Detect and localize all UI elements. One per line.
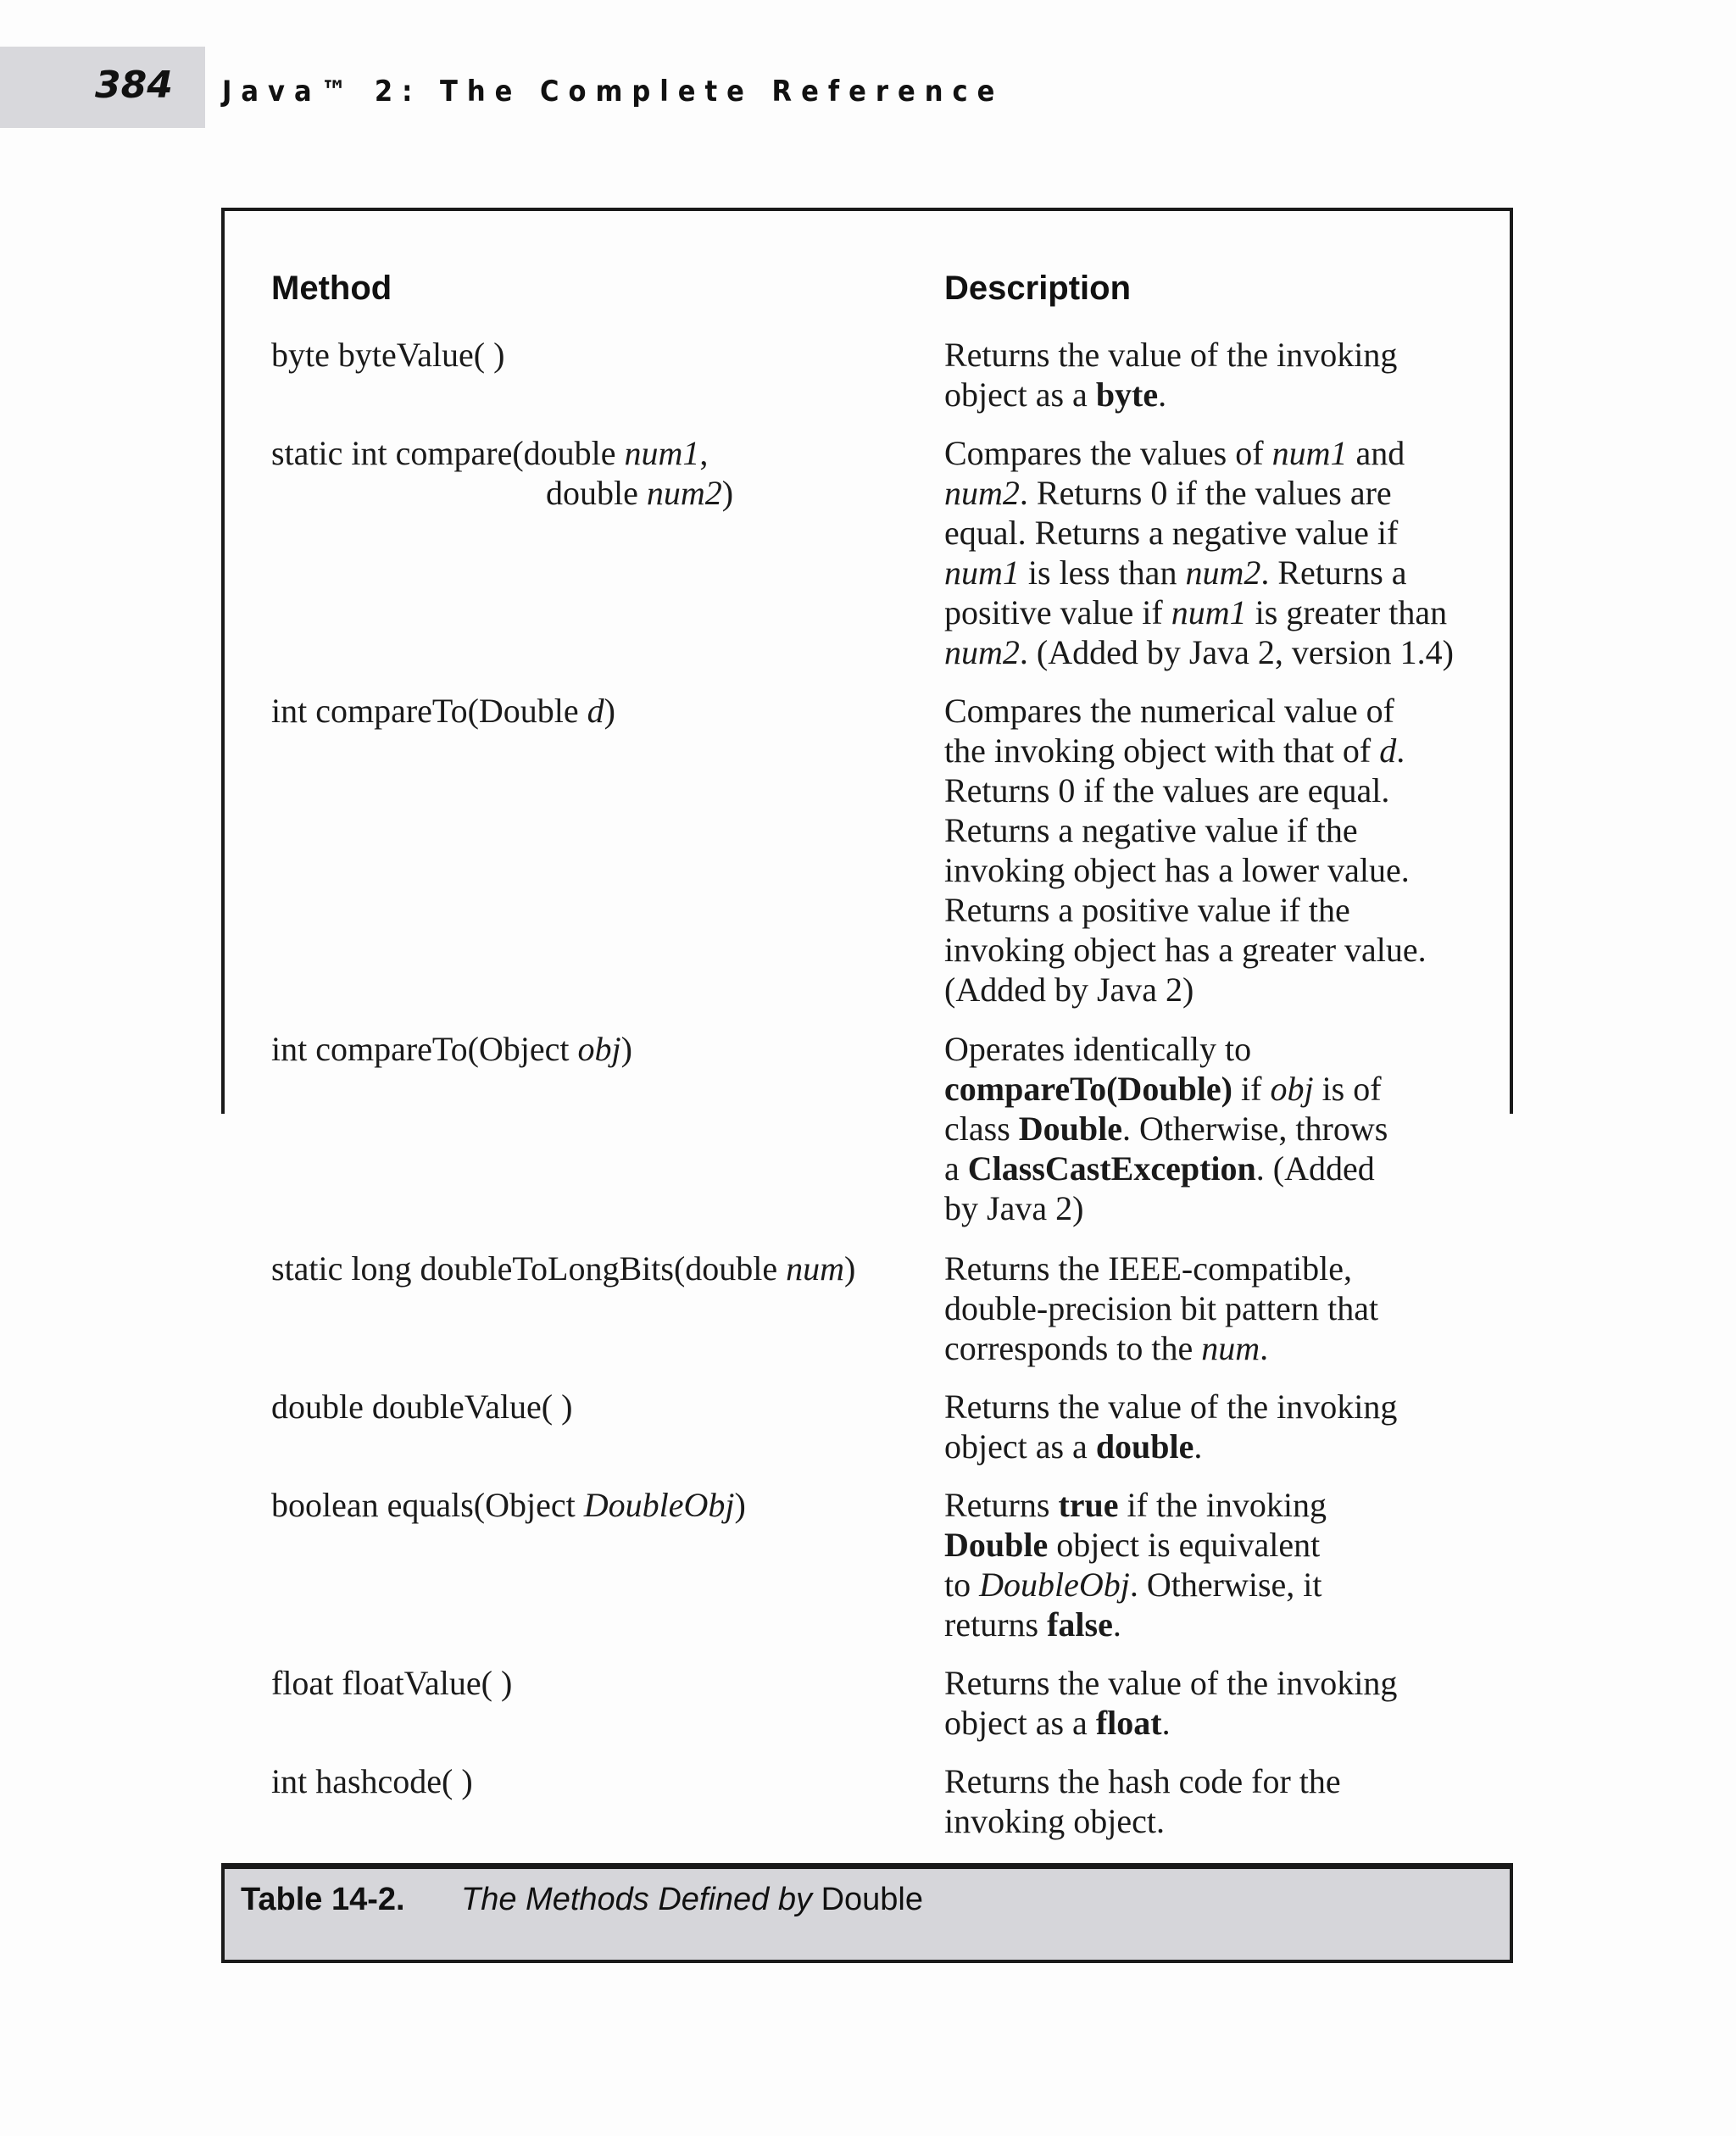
table-row-method: static int compare(double num1, double num2): [271, 434, 734, 512]
running-head: Java™ 2: The Complete Reference: [222, 75, 1004, 108]
table-row-description: Compares the values of num1 and num2. Returns 0 if the values are equal. Returns a negative value if num1 is less than num2. Returns a positive value if num1 is greater than num2. (Added by Java 2, version 1.4): [944, 434, 1454, 671]
table-row-method: int hashcode( ): [271, 1762, 473, 1800]
table-row-method: int compareTo(Object obj): [271, 1030, 632, 1068]
page-number: 384: [95, 64, 173, 107]
table-row-description: Returns the IEEE-compatible, double-precision bit pattern that corresponds to the num.: [944, 1249, 1379, 1367]
table-row-description: Returns the hash code for the invoking object.: [944, 1762, 1341, 1840]
table-row-description: Returns true if the invoking Double object is equivalent to DoubleObj. Otherwise, it returns false.: [944, 1486, 1327, 1644]
table-row-description: Returns the value of the invoking object as a double.: [944, 1388, 1398, 1466]
column-header-description: Description: [944, 270, 1132, 307]
table-row-method: float floatValue( ): [271, 1664, 513, 1702]
table-row-method: static long doubleToLongBits(double num): [271, 1249, 856, 1288]
column-header-method: Method: [271, 270, 392, 307]
table-row-method: byte byteValue( ): [271, 336, 505, 374]
table-row-method: double doubleValue( ): [271, 1388, 573, 1426]
table-row-method: int compareTo(Double d): [271, 692, 615, 730]
table-row-method: boolean equals(Object DoubleObj): [271, 1486, 746, 1524]
table-row-description: Operates identically to compareTo(Double) if obj is of class Double. Otherwise, throws a ClassCastException. (Added by Java 2): [944, 1030, 1388, 1227]
table-caption-label: Table 14-2.: [241, 1882, 405, 1917]
table-caption-title: The Methods Defined by Double: [461, 1882, 923, 1917]
table-row-description: Returns the value of the invoking object as a byte.: [944, 336, 1398, 414]
table-row-description: Returns the value of the invoking object as a float.: [944, 1664, 1398, 1742]
table-row-description: Compares the numerical value of the invoking object with that of d. Returns 0 if the values are equal. Returns a negative value if the invoking object has a lower value. Returns a positive value if the invoking object has a greater value. (Added by Java 2): [944, 692, 1427, 1009]
